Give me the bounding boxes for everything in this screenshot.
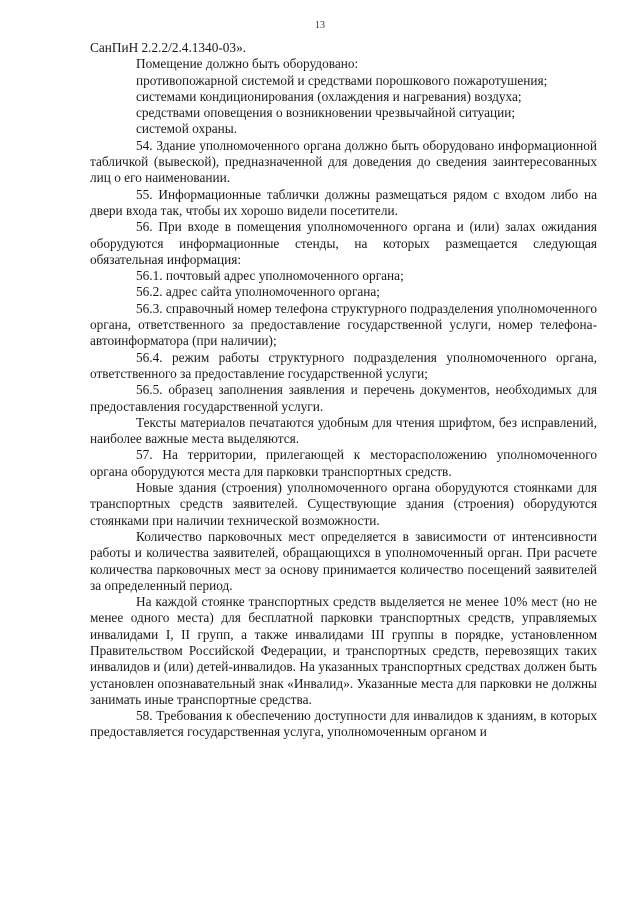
paragraph: Количество парковочных мест определяется в зависимости от интенсивности работы и количества заявителей, обращающихся в уполномоченный орган. При расчете количества парковочных мест за основу принимается количество посещений заявителей за определенный период. (90, 528, 597, 593)
paragraph: 56. При входе в помещения уполномоченного органа и (или) залах ожидания оборудуются информационные стенды, на которых размещается следующая обязательная информация: (90, 219, 597, 267)
paragraph: 54. Здание уполномоченного органа должно быть оборудовано информационной табличкой (вывеской), предназначенной для доведения до сведения заинтересованных лиц о его наименовании. (90, 137, 597, 186)
paragraph: На каждой стоянке транспортных средств выделяется не менее 10% мест (но не менее одного места) для бесплатной парковки транспортных средств, управляемых инвалидами I, II групп, а также инвалидами III группы в порядке, установленном Правительством Российской Федерации, и транспортных средств, перевозящих таких инвалидов и (или) детей-инвалидов. На указанных транспортных средствах должен быть установлен опознавательный знак «Инвалид». Указанные места для парковки не должны занимать иные транспортные средства. (90, 594, 597, 707)
paragraph: 56.4. режим работы структурного подразделения уполномоченного органа, ответственного за предоставление государственной услуги; (90, 349, 597, 381)
paragraph: системой охраны. (136, 121, 238, 137)
paragraph: 56.5. образец заполнения заявления и перечень документов, необходимых для предоставления государственной услуги. (90, 382, 597, 414)
paragraph: средствами оповещения о возникновении чрезвычайной ситуации; (136, 105, 516, 121)
paragraph: Тексты материалов печатаются удобным для чтения шрифтом, без исправлений, наиболее важные места выделяются. (90, 414, 597, 447)
paragraph: 56.3. справочный номер телефона структурного подразделения уполномоченного органа, ответственного за предоставление государственной услуги, номер телефона-автоинформатора (при наличии); (90, 300, 597, 349)
document-body (90, 40, 597, 741)
paragraph: противопожарной системой и средствами порошкового пожаротушения; (136, 72, 548, 88)
paragraph: 56.2. адрес сайта уполномоченного органа; (136, 284, 381, 300)
paragraph: Помещение должно быть оборудовано: (136, 56, 359, 72)
paragraph: 55. Информационные таблички должны размещаться рядом с входом либо на двери входа так, чтобы их хорошо видели посетители. (90, 186, 597, 218)
paragraph: 57. На территории, прилегающей к месторасположению уполномоченного органа оборудуются места для парковки транспортных средств. (90, 447, 597, 479)
paragraph: СанПиН 2.2.2/2.4.1340-03». (90, 40, 247, 55)
paragraph: 56.1. почтовый адрес уполномоченного органа; (136, 268, 404, 284)
paragraph: Новые здания (строения) уполномоченного органа оборудуются стоянками для транспортных средств заявителей. Существующие здания (строения) оборудуются стоянками при наличии технической возможности. (90, 480, 597, 528)
page-number: 13 (315, 20, 325, 31)
paragraph: 58. Требования к обеспечению доступности для инвалидов к зданиям, в которых предоставляется государственная услуга, уполномоченным органом и (90, 708, 597, 740)
paragraph: системами кондиционирования (охлаждения и нагревания) воздуха; (136, 88, 522, 104)
